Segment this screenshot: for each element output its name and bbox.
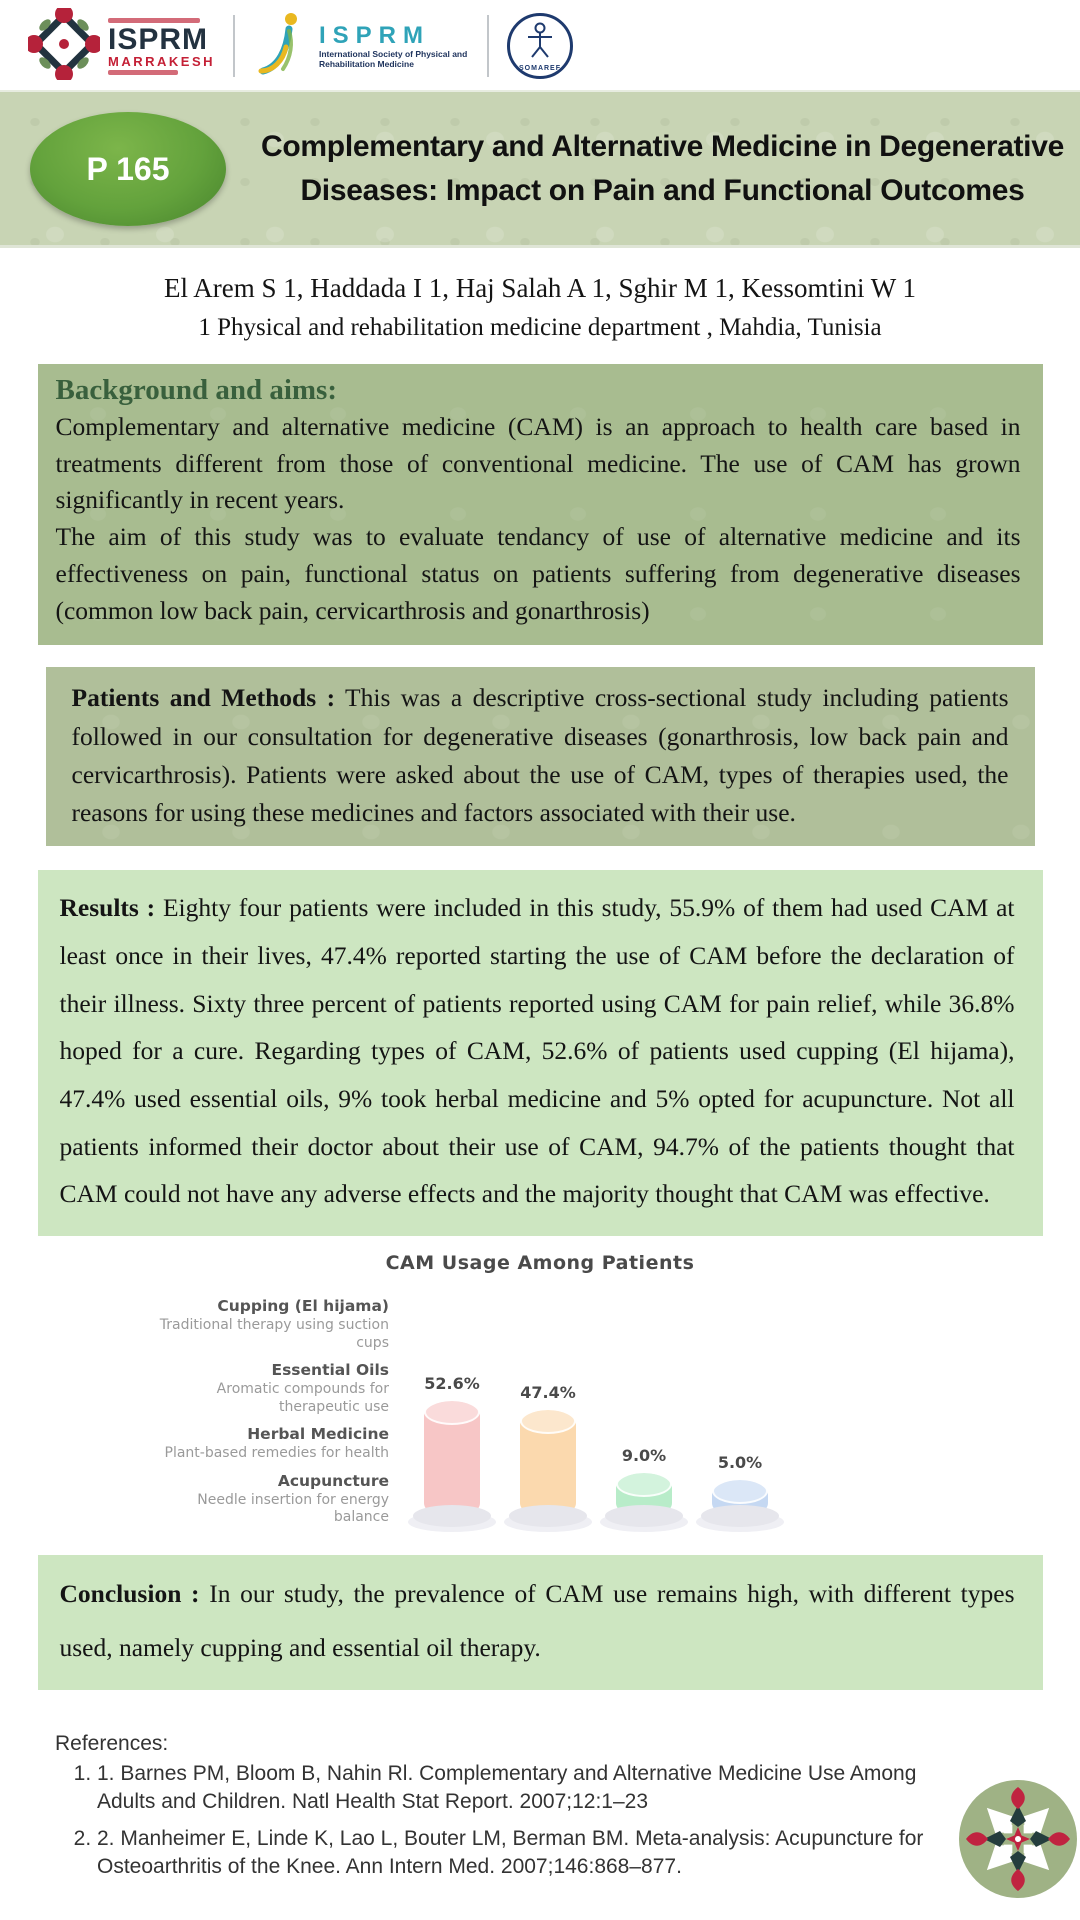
cam-usage-chart bbox=[150, 1252, 930, 1527]
bar-value-label: 47.4% bbox=[520, 1382, 576, 1402]
legend-category: Cupping (El hijama) bbox=[217, 1297, 389, 1316]
bar-value-label: 9.0% bbox=[621, 1445, 667, 1465]
section-background-body2: The aim of this study was to evaluate tendancy of use of alternative medicine and its effectiveness on pain, functional status on patients suffering from degenerative diseases (common low back pain, cervicarthrosis and gonarthrosis) bbox=[55, 522, 1021, 625]
section-results-text: Eighty four patients were included in this study, 55.9% of them had used CAM at least once in their lives, 47.4% reported starting the use of CAM before the declaration of their illness. Sixty three percent of patients reported using CAM for pain relief, while 36.8% hoped for a cure. Regarding types of CAM, 52.6% of patients used cupping (El hijama), 47.4% used essential oils, 9% took herbal medicine and 5% opted for acupuncture. Not all patients informed their doctor about their use of CAM, 94.7% of the patients thought that CAM could not have any adverse effects and the majority thought that CAM was effective. bbox=[59, 893, 1015, 1209]
header bbox=[0, 0, 1080, 90]
bar-base bbox=[701, 1505, 779, 1527]
section-background-heading: Background and aims: bbox=[55, 374, 337, 406]
logo-somaref-text: SOMAREF bbox=[519, 64, 561, 72]
logo-isprm-international-text: ISPRM bbox=[319, 22, 431, 50]
chart-bar bbox=[703, 1453, 777, 1527]
title-banner bbox=[0, 90, 1080, 248]
chart-bars bbox=[415, 1312, 777, 1527]
chart-legend bbox=[150, 1288, 415, 1527]
legend-category: Acupuncture bbox=[277, 1471, 389, 1490]
reference-item: 2. 2. Manheimer E, Linde K, Lao L, Bouter LM, Berman BM. Meta-analysis: Acupuncture for Osteoarthritis of the Knee. Ann Intern Med. 2007;146:868–877. bbox=[97, 1825, 935, 1882]
poster-number: P 165 bbox=[86, 150, 170, 187]
somaref-figure-icon bbox=[523, 21, 557, 64]
isprm-marrakesh-rosette-icon bbox=[28, 8, 100, 85]
logo-isprm-society-text: International Society of Physical and Rehabilitation Medicine bbox=[319, 49, 468, 69]
poster-title: Complementary and Alternative Medicine in Degenerative Diseases: Impact on Pain and Functional Outcomes bbox=[261, 130, 1064, 207]
chart-bar bbox=[607, 1446, 681, 1527]
logo-fine-print-bar bbox=[108, 70, 178, 75]
logo-isprm-marrakesh-text: ISPRM bbox=[108, 22, 209, 56]
section-conclusion-text: In our study, the prevalence of CAM use remains high, with different types used, namely cupping and essential oil therapy. bbox=[59, 1578, 1015, 1663]
section-conclusion bbox=[38, 1555, 1043, 1691]
section-methods-body bbox=[72, 679, 1009, 832]
legend-description: Aromatic compounds for therapeutic use bbox=[216, 1381, 389, 1415]
isprm-swoosh-icon bbox=[253, 9, 313, 84]
legend-description: Traditional therapy using suction cups bbox=[159, 1317, 389, 1351]
header-divider bbox=[487, 15, 489, 77]
bar-value-label: 52.6% bbox=[424, 1373, 480, 1393]
logo-somaref bbox=[507, 13, 573, 79]
authors-block bbox=[0, 268, 1080, 346]
chart-bar bbox=[415, 1374, 489, 1527]
legend-category: Herbal Medicine bbox=[247, 1425, 389, 1444]
logo-marrakesh-text: MARRAKESH bbox=[108, 53, 215, 69]
section-methods bbox=[46, 667, 1035, 846]
authors-line: El Arem S 1, Haddada I 1, Haj Salah A 1, Sghir M 1, Kessomtini W 1 bbox=[164, 273, 916, 303]
ornamental-rosette-logo bbox=[957, 1778, 1079, 1900]
section-conclusion-body bbox=[60, 1567, 1015, 1677]
section-methods-text: This was a descriptive cross-sectional study including patients followed in our consultation for degenerative diseases (gonarthrosis, low back pain and cervicarthrosis). Patients were asked about the use of CAM, types of therapies used, the reasons for using these medicines and factors associated with their use. bbox=[71, 683, 1009, 828]
poster-number-badge bbox=[30, 112, 226, 226]
section-methods-heading: Patients and Methods : bbox=[71, 683, 336, 713]
bar-value-label: 5.0% bbox=[717, 1452, 763, 1472]
legend-description: Plant-based remedies for health bbox=[164, 1445, 389, 1462]
section-conclusion-heading: Conclusion : bbox=[59, 1578, 200, 1608]
logo-fine-print-bar bbox=[108, 18, 200, 23]
affiliation-line: 1 Physical and rehabilitation medicine department , Mahdia, Tunisia bbox=[198, 313, 882, 341]
section-background-body1: Complementary and alternative medicine (CAM) is an approach to health care based in treatments different from those of conventional medicine. The use of CAM has grown significantly in recent years. bbox=[55, 412, 1021, 515]
bar-cylinder bbox=[424, 1401, 480, 1518]
legend-category: Essential Oils bbox=[271, 1361, 389, 1380]
legend-description: Needle insertion for energy balance bbox=[197, 1491, 389, 1526]
bar-base bbox=[605, 1505, 683, 1527]
references-heading: References: bbox=[55, 1732, 169, 1756]
bar-cylinder bbox=[520, 1410, 576, 1518]
chart-title: CAM Usage Among Patients bbox=[385, 1252, 695, 1275]
references-block bbox=[55, 1732, 935, 1881]
section-results-body bbox=[60, 884, 1015, 1218]
section-background bbox=[38, 364, 1043, 645]
chart-bar bbox=[511, 1383, 585, 1527]
bar-base bbox=[509, 1505, 587, 1527]
logo-isprm-international bbox=[253, 9, 469, 84]
header-divider bbox=[233, 15, 235, 77]
reference-item: 1. 1. Barnes PM, Bloom B, Nahin Rl. Complementary and Alternative Medicine Use Among Adults and Children. Natl Health Stat Report. 2007;12:1–23 bbox=[97, 1760, 935, 1817]
section-results bbox=[38, 870, 1043, 1236]
section-results-heading: Results : bbox=[59, 893, 156, 923]
logo-isprm-marrakesh bbox=[28, 8, 215, 85]
bar-base bbox=[413, 1505, 491, 1527]
